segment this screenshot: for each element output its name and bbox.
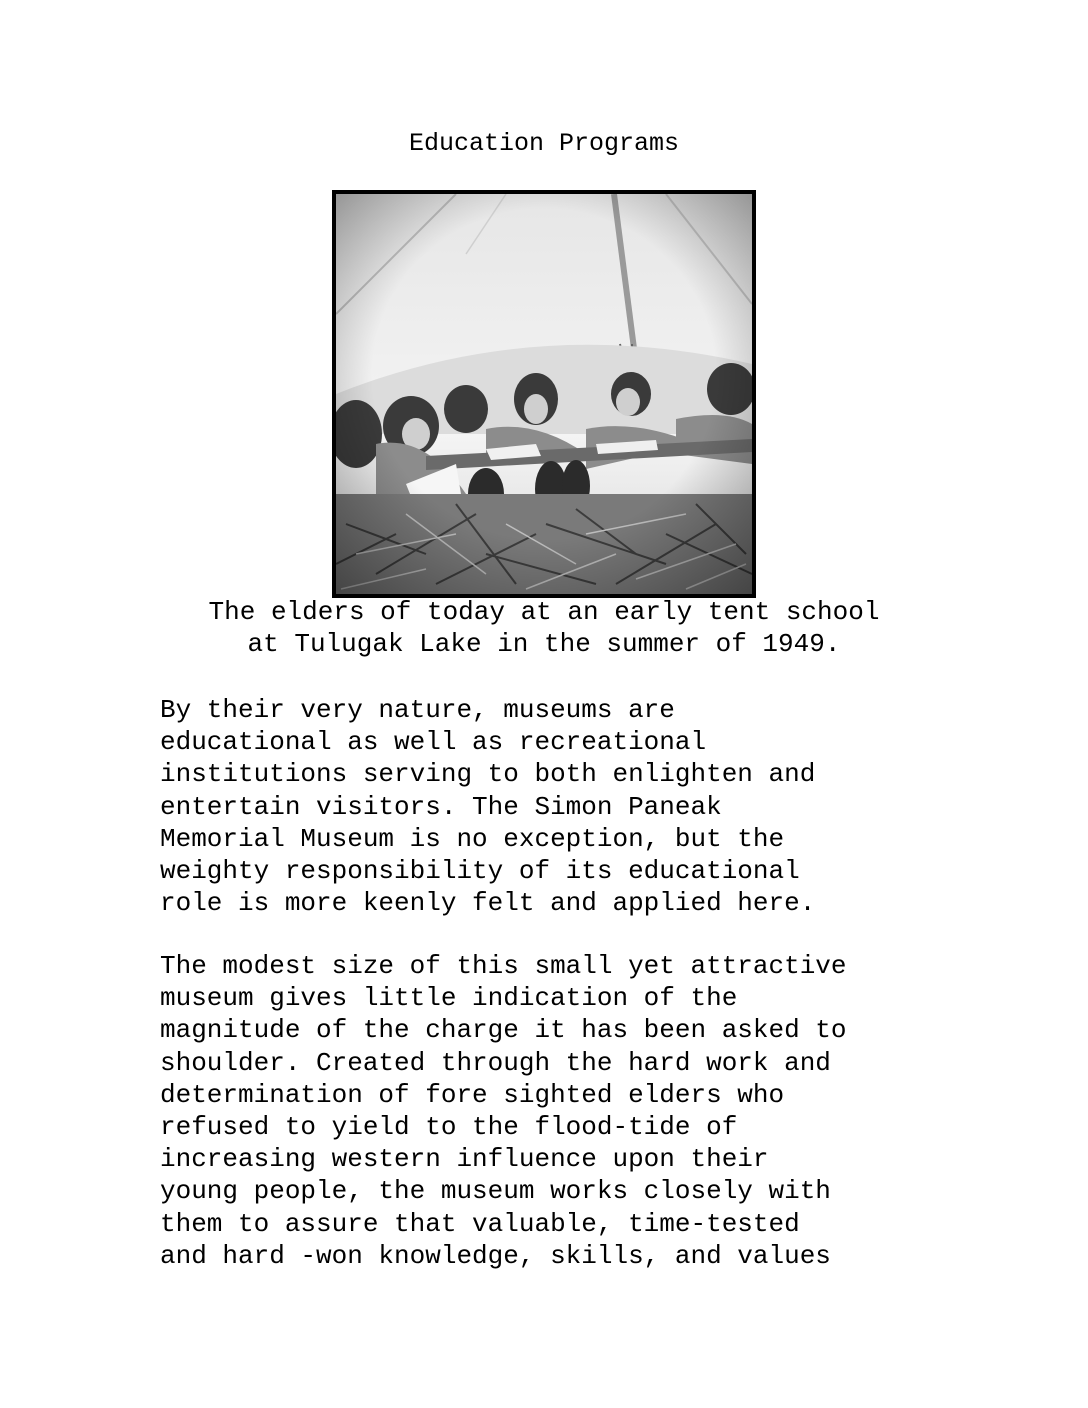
photo-caption <box>0 596 1088 660</box>
body-paragraph-1 <box>160 694 960 919</box>
paragraph-line: young people, the museum works closely with <box>160 1176 831 1207</box>
paragraph-line: determination of fore sighted elders who <box>160 1079 785 1110</box>
paragraph-line: shoulder. Created through the hard work and <box>160 1047 831 1078</box>
paragraph-line: Memorial Museum is no exception, but the <box>160 823 785 854</box>
caption-line: The elders of today at an early tent school <box>208 597 880 627</box>
paragraph-line: educational as well as recreational <box>160 727 707 758</box>
paragraph-line: and hard -won knowledge, skills, and values <box>160 1240 831 1271</box>
paragraph-line: By their very nature, museums are <box>160 695 675 725</box>
paragraph-line: role is more keenly felt and applied here. <box>160 888 816 919</box>
paragraph-line: weighty responsibility of its educational <box>160 856 800 887</box>
paragraph-line: them to assure that valuable, time-tested <box>160 1208 800 1239</box>
body-paragraph-2 <box>160 950 960 1272</box>
paragraph-line: magnitude of the charge it has been asked to <box>160 1015 847 1046</box>
paragraph-line: refused to yield to the flood-tide of <box>160 1112 738 1143</box>
paragraph-line: increasing western influence upon their <box>160 1144 769 1175</box>
paragraph-line: institutions serving to both enlighten and <box>160 759 816 790</box>
historic-photo <box>336 194 752 594</box>
caption-line: at Tulugak Lake in the summer of 1949. <box>247 629 841 659</box>
paragraph-line: entertain visitors. The Simon Paneak <box>160 791 722 822</box>
photo-frame <box>332 190 756 598</box>
page-title: Education Programs <box>408 129 680 158</box>
paragraph-line: museum gives little indication of the <box>160 983 738 1014</box>
paragraph-line: The modest size of this small yet attractive <box>160 951 847 981</box>
